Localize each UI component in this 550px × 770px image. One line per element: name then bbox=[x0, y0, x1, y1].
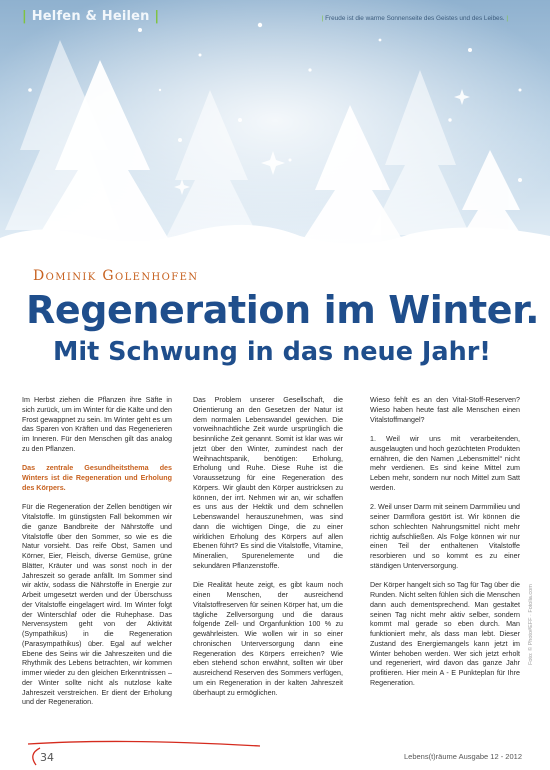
quote-divider-left: | bbox=[321, 15, 324, 22]
paragraph: 2. Weil unser Darm mit seinem Darmmilieu und seiner Darmflora gestört ist. Wir können die schon schlechten Nahrungsmittel nicht mehr richtig aufschließen. Als Folge können wir nur einen Teil der enthaltenen Vitalstoffe resorbieren und so kommt es zu einer ständigen Unterversorgung. bbox=[370, 503, 520, 570]
article-title: Regeneration im Winter. bbox=[26, 288, 540, 332]
issue-label: Lebens(t)räume Ausgabe 12 - 2012 bbox=[404, 752, 522, 761]
paragraph: Der Körper hangelt sich so Tag für Tag über die Runden. Nicht selten fühlen sich die Menschen dann auch dementsprechend. Man gestaltet seinen Tag nicht mehr aktiv selber, sondern kommt mal gerade so eben durch. Man funktioniert mehr, als dass man lebt. Dieser Zustand des Energiemangels kann jetzt im Winter behoben werden. Wer sich jetzt erholt und regeneriert, wird davon das ganze Jahr profitieren. Hier mein A - E Punkteplan für Ihre Regeneration. bbox=[370, 581, 520, 687]
section-divider-right: | bbox=[154, 9, 160, 24]
section-label bbox=[22, 9, 159, 24]
text-column-2 bbox=[193, 396, 343, 708]
page-number: 34 bbox=[40, 751, 54, 764]
text-column-1 bbox=[22, 396, 172, 718]
quote-divider-right: | bbox=[506, 15, 508, 22]
article-subtitle: Mit Schwung in das neue Jahr! bbox=[53, 337, 491, 367]
snowy-forest-illustration bbox=[0, 0, 550, 268]
page-footer bbox=[0, 738, 550, 770]
quote-text: Freude ist die warme Sonnenseite des Geistes und des Leibes. bbox=[325, 15, 505, 22]
header-quote bbox=[322, 15, 508, 22]
paragraph: 1. Weil wir uns mit verarbeitenden, ausgelaugten und hoch gezüchteten Produkten ernähren, die den Namen „Lebensmittel“ nicht mehr verdienen. Es sind keine Mittel zum Leben mehr, sondern nur noch Mittel zum Satt werden. bbox=[370, 435, 520, 492]
paragraph: Wieso fehlt es an den Vital-Stoff-Reserven? Wieso haben heute fast alle Menschen einen Vitalstoffmangel? bbox=[370, 396, 520, 424]
section-title: Helfen & Heilen bbox=[31, 9, 150, 24]
section-divider-left: | bbox=[22, 9, 27, 24]
paragraph: Das Problem unserer Gesellschaft, die Orientierung an den Gesetzen der Natur ist dem normalen Lebenswandel gewichen. Die vorweihnachtliche Zeit wurde ursprünglich die besinnliche Zeit genannt. Somit ist klar was wir jetzt über den Winter, zumindest nach der Weihnachtspanik, benötigen: Erholung, Erholung und Ruhe. Diese Ruhe ist die Voraussetzung für eine Regeneration des Körpers. Wir glaubt den Körper austricksen zu können, der irrt. Nehmen wir an, wir schaffen es uns aus der Hektik und dem schnellen Lebenswandel herauszunehmen, was sind dann die wichtigen Dinge, die zu einer wirklichen Erholung des Körpers auf allen Ebenen führt? Es sind die Vitalstoffe, Vitamine, Mineralien, Spurenelemente und die sekundären Pflanzenstoffe. bbox=[193, 396, 343, 570]
photo-credit: Foto: © Photo#EFF · Fotolia.com bbox=[528, 584, 534, 665]
text-column-3 bbox=[370, 396, 520, 698]
paragraph: Für die Regeneration der Zellen benötigen wir Vitalstoffe. Im günstigsten Fall bekommen wir die ganze Bandbreite der Nährstoffe und Vitalstoffe über den Sommer, so wie es die Natur vorsieht. Das reife Obst, Samen und Körner, Eier, Fleisch, diverse Gemüse, grüne Blätter, Kräuter und was sonst noch in der Jahreszeit so gerade anfällt. Im Sommer sind wir aktiv, sodass die Nährstoffe in Energie zur Arbeit umgesetzt werden und der Überschuss der Vitalstoffe eingelagert wird. Im Winter folgt der Winterschlaf oder die Ruhephase. Das Nervensystem geht von der Aktivität (Sympathikus) in die Regeneration (Parasympathikus) über. Egal auf welcher Ebene des Seins wir die Jahreszeiten und die Rhythmik des Lebens betrachten, wir kommen immer wieder zu den gleichen Erkenntnissen – der Winter sollte nicht als nutzlose kalte Jahreszeit verstreichen. Er dient der Erholung und der Regeneration. bbox=[22, 503, 172, 707]
author-name: Dominik Golenhofen bbox=[33, 268, 199, 284]
paragraph: Im Herbst ziehen die Pflanzen ihre Säfte in sich zurück, um im Winter für die Kälte und den Frost gewappnet zu sein. Im Winter geht es um das Sparen von Kräften und das Regenerieren im Inneren. Für den Menschen gilt das analog zu den Pflanzen. bbox=[22, 396, 172, 453]
winter-header-image bbox=[0, 0, 550, 268]
paragraph: Die Realität heute zeigt, es gibt kaum noch einen Menschen, der ausreichend Vitalstoffreserven für seinen Körper hat, um die tägliche Zellversorgung und die daraus folgende Zell- und Organfunktion 100 % zu gewährleisten. Wie wollen wir in so einer chronischen Unterversorgung dann eine Regeneration des Körpers erreichen? Wie eben stehend schon erwähnt, sollten wir über ausreichend Reserven des Sommers verfügen, um ein Regeneration in der kalten Jahreszeit überhaupt zu ermöglichen. bbox=[193, 581, 343, 697]
highlight-paragraph: Das zentrale Gesundheitsthema des Winters ist die Regeneration und Erholung des Körpers. bbox=[22, 464, 172, 492]
